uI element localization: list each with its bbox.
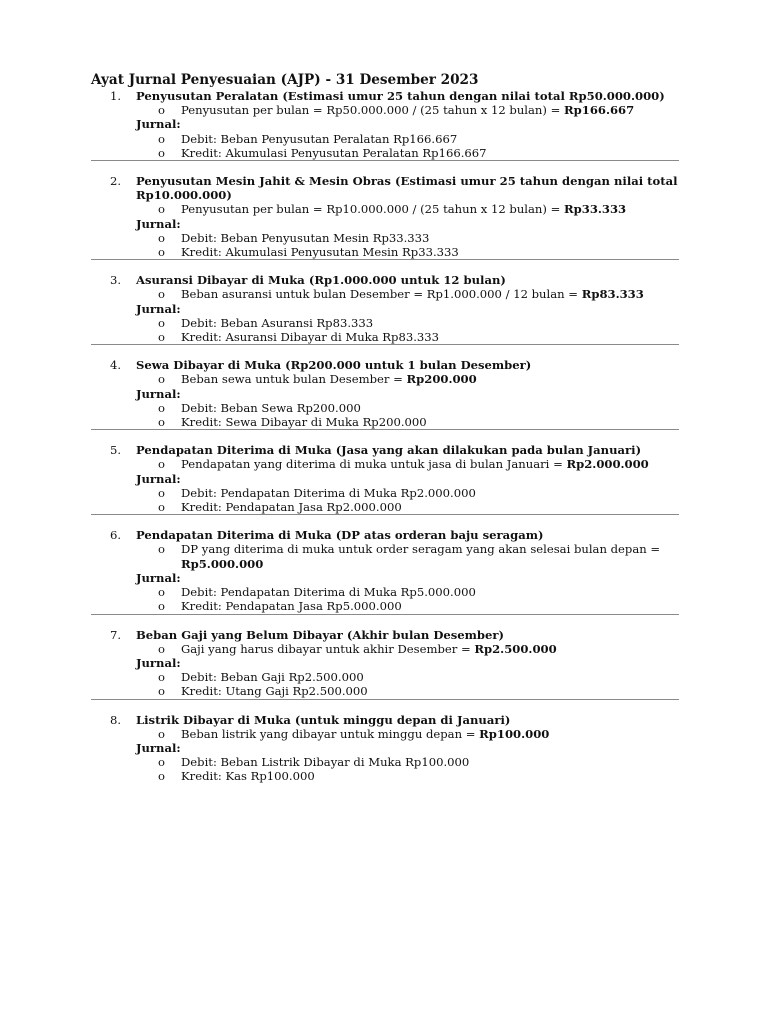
credit-line — [136, 500, 679, 514]
debit-text: Debit: Beban Penyusutan Peralatan Rp166.667 — [181, 131, 458, 146]
credit-text: Kredit: Utang Gaji Rp2.500.000 — [181, 684, 368, 699]
journal-entry — [91, 713, 679, 784]
entry-heading: Beban Gaji yang Belum Dibayar (Akhir bulan Desember) — [136, 627, 504, 642]
calculation-text: DP yang diterima di muka untuk order seragam yang akan selesai bulan depan = — [181, 542, 661, 557]
debit-line — [136, 585, 679, 599]
section-gap — [91, 161, 679, 174]
bullet-icon: o — [158, 457, 165, 472]
debit-text: Debit: Beban Listrik Dibayar di Muka Rp100.000 — [181, 755, 470, 770]
debit-line — [136, 486, 679, 500]
calculation-value: Rp2.000.000 — [566, 457, 649, 472]
separator-wrap — [91, 514, 679, 528]
calculation-line — [136, 103, 679, 117]
calculation-line — [136, 457, 679, 471]
bullet-icon: o — [158, 670, 165, 685]
document-title: Ayat Jurnal Penyesuaian (AJP) - 31 Desember 2023 — [91, 72, 479, 88]
bullet-icon: o — [158, 684, 165, 699]
bullet-icon: o — [158, 726, 165, 741]
bullet-icon: o — [158, 145, 165, 160]
entry-heading: Listrik Dibayar di Muka (untuk minggu depan di Januari) — [136, 712, 511, 727]
debit-line — [136, 755, 679, 769]
bullet-icon: o — [158, 372, 165, 387]
document-page — [91, 72, 679, 784]
debit-line — [136, 401, 679, 415]
separator-wrap — [91, 614, 679, 628]
debit-text: Debit: Pendapatan Diterima di Muka Rp5.000.000 — [181, 585, 476, 600]
entry-heading: Asuransi Dibayar di Muka (Rp1.000.000 untuk 12 bulan) — [136, 273, 506, 288]
credit-line — [136, 684, 679, 698]
jurnal-label: Jurnal: — [136, 386, 181, 401]
calculation-line — [136, 542, 679, 570]
credit-line — [136, 330, 679, 344]
jurnal-label: Jurnal: — [136, 301, 181, 316]
credit-text: Kredit: Akumulasi Penyusutan Peralatan Rp166.667 — [181, 145, 487, 160]
calculation-text: Pendapatan yang diterima di muka untuk jasa di bulan Januari = — [181, 457, 567, 472]
jurnal-label: Jurnal: — [136, 216, 181, 231]
journal-entry — [91, 89, 679, 160]
calculation-line — [136, 287, 679, 301]
bullet-icon: o — [158, 287, 165, 302]
bullet-icon: o — [158, 330, 165, 345]
separator-wrap — [91, 699, 679, 713]
bullet-icon: o — [158, 500, 165, 515]
journal-entry — [91, 443, 679, 514]
entry-number: 4. — [110, 358, 122, 373]
calculation-text: Gaji yang harus dibayar untuk akhir Desember = — [181, 641, 475, 656]
jurnal-label: Jurnal: — [136, 570, 181, 585]
debit-text: Debit: Beban Asuransi Rp83.333 — [181, 315, 374, 330]
section-gap — [91, 515, 679, 528]
debit-line — [136, 231, 679, 245]
entry-heading: Pendapatan Diterima di Muka (Jasa yang akan dilakukan pada bulan Januari) — [136, 443, 642, 458]
entry-heading: Penyusutan Mesin Jahit & Mesin Obras (Estimasi umur 25 tahun dengan nilai total Rp10.000.000) — [136, 174, 678, 203]
section-gap — [91, 260, 679, 273]
entry-number: 5. — [110, 443, 122, 458]
calculation-value: Rp33.333 — [564, 202, 627, 217]
bullet-icon: o — [158, 641, 165, 656]
entry-number: 8. — [110, 712, 122, 727]
bullet-icon: o — [158, 542, 165, 557]
bullet-icon: o — [158, 202, 165, 217]
entry-list — [91, 89, 679, 784]
journal-entry — [91, 528, 679, 613]
entry-number: 2. — [110, 174, 122, 189]
bullet-icon: o — [158, 485, 165, 500]
journal-entry — [91, 358, 679, 429]
calculation-text: Beban asuransi untuk bulan Desember = Rp1.000.000 / 12 bulan = — [181, 287, 582, 302]
bullet-icon: o — [158, 245, 165, 260]
journal-entry — [91, 628, 679, 699]
credit-text: Kredit: Pendapatan Jasa Rp5.000.000 — [181, 599, 402, 614]
entry-number: 1. — [110, 89, 122, 103]
bullet-icon: o — [158, 103, 165, 118]
bullet-icon: o — [158, 755, 165, 770]
journal-entry — [91, 273, 679, 344]
calculation-value: Rp166.667 — [564, 103, 635, 118]
bullet-icon: o — [158, 585, 165, 600]
debit-text: Debit: Beban Penyusutan Mesin Rp33.333 — [181, 230, 430, 245]
debit-text: Debit: Beban Gaji Rp2.500.000 — [181, 670, 364, 685]
section-gap — [91, 615, 679, 628]
calculation-line — [136, 727, 679, 741]
calculation-value: Rp5.000.000 — [181, 556, 264, 571]
debit-line — [136, 316, 679, 330]
jurnal-label: Jurnal: — [136, 655, 181, 670]
calculation-value: Rp100.000 — [479, 726, 550, 741]
credit-text: Kredit: Asuransi Dibayar di Muka Rp83.333 — [181, 330, 440, 345]
debit-text: Debit: Pendapatan Diterima di Muka Rp2.000.000 — [181, 485, 476, 500]
calculation-line — [136, 202, 679, 216]
credit-text: Kredit: Pendapatan Jasa Rp2.000.000 — [181, 500, 402, 515]
calculation-text: Beban sewa untuk bulan Desember = — [181, 372, 407, 387]
credit-line — [136, 146, 679, 160]
bullet-icon: o — [158, 769, 165, 784]
calculation-text: Beban listrik yang dibayar untuk minggu depan = — [181, 726, 480, 741]
journal-entry — [91, 174, 679, 259]
entry-heading: Penyusutan Peralatan (Estimasi umur 25 tahun dengan nilai total Rp50.000.000) — [136, 89, 665, 103]
calculation-value: Rp200.000 — [406, 372, 477, 387]
calculation-text: Penyusutan per bulan = Rp10.000.000 / (25 tahun x 12 bulan) = — [181, 202, 565, 217]
entry-number: 7. — [110, 627, 122, 642]
jurnal-label: Jurnal: — [136, 117, 181, 132]
section-gap — [91, 430, 679, 443]
entry-heading: Pendapatan Diterima di Muka (DP atas orderan baju seragam) — [136, 528, 544, 543]
bullet-icon: o — [158, 415, 165, 430]
jurnal-label: Jurnal: — [136, 471, 181, 486]
credit-line — [136, 599, 679, 613]
calculation-value: Rp2.500.000 — [474, 641, 557, 656]
separator-wrap — [91, 344, 679, 358]
credit-line — [136, 769, 679, 783]
credit-line — [136, 415, 679, 429]
bullet-icon: o — [158, 315, 165, 330]
separator-wrap — [91, 259, 679, 273]
bullet-icon: o — [158, 599, 165, 614]
entry-number: 6. — [110, 528, 122, 543]
bullet-icon: o — [158, 131, 165, 146]
separator-wrap — [91, 429, 679, 443]
calculation-line — [136, 642, 679, 656]
credit-text: Kredit: Akumulasi Penyusutan Mesin Rp33.333 — [181, 245, 459, 260]
separator-wrap — [91, 160, 679, 174]
credit-text: Kredit: Kas Rp100.000 — [181, 769, 315, 784]
entry-heading: Sewa Dibayar di Muka (Rp200.000 untuk 1 bulan Desember) — [136, 358, 532, 373]
bullet-icon: o — [158, 400, 165, 415]
calculation-line — [136, 372, 679, 386]
calculation-text: Penyusutan per bulan = Rp50.000.000 / (25 tahun x 12 bulan) = — [181, 103, 565, 118]
debit-line — [136, 132, 679, 146]
debit-line — [136, 670, 679, 684]
debit-text: Debit: Beban Sewa Rp200.000 — [181, 400, 361, 415]
section-gap — [91, 700, 679, 713]
credit-text: Kredit: Sewa Dibayar di Muka Rp200.000 — [181, 415, 427, 430]
bullet-icon: o — [158, 230, 165, 245]
jurnal-label: Jurnal: — [136, 740, 181, 755]
credit-line — [136, 245, 679, 259]
section-gap — [91, 345, 679, 358]
entry-number: 3. — [110, 273, 122, 288]
calculation-value: Rp83.333 — [581, 287, 644, 302]
